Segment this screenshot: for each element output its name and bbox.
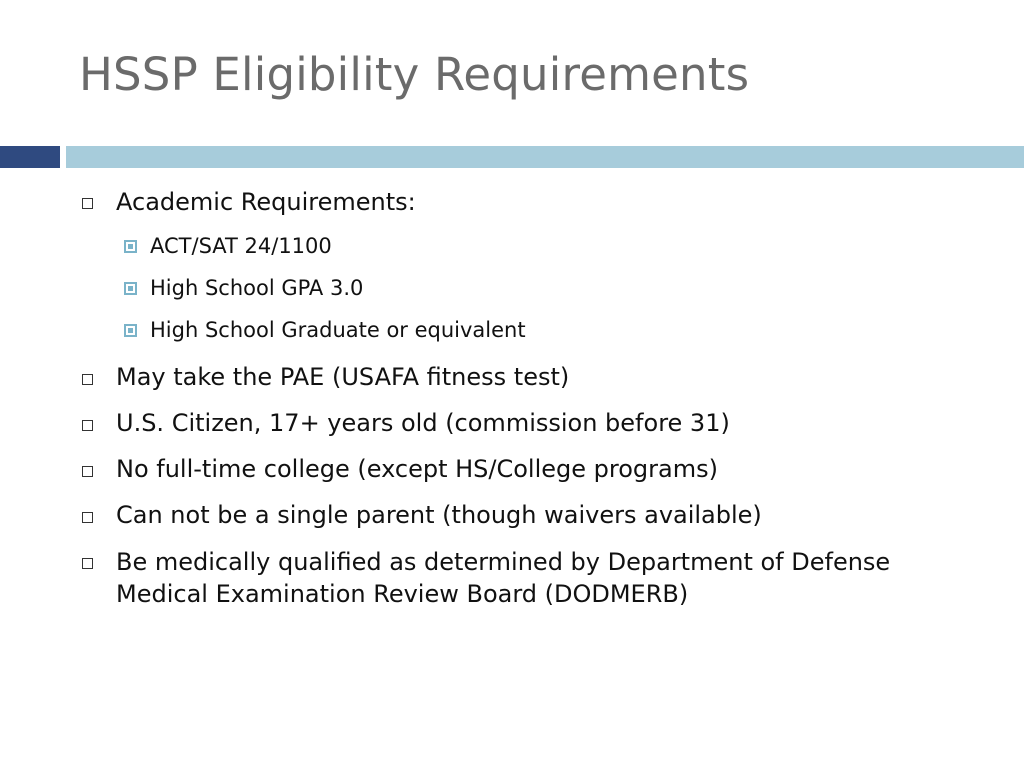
square-bullet-icon xyxy=(82,466,93,477)
sub-list-item: High School Graduate or equivalent xyxy=(150,318,526,342)
list-item: Academic Requirements: xyxy=(116,188,416,216)
sub-bullet-icon xyxy=(124,282,137,295)
sub-bullet-icon xyxy=(124,324,137,337)
list-item: No full-time college (except HS/College programs) xyxy=(116,455,718,483)
title-accent-bar-dark xyxy=(0,146,60,168)
list-item: Be medically qualified as determined by Department of Defense Medical Examination Review Board (DODMERB) xyxy=(116,548,891,608)
list-item: Can not be a single parent (though waivers available) xyxy=(116,501,762,529)
square-bullet-icon xyxy=(82,512,93,523)
list-item: May take the PAE (USAFA fitness test) xyxy=(116,363,570,391)
sub-list-item: ACT/SAT 24/1100 xyxy=(150,234,332,258)
sub-list-item: High School GPA 3.0 xyxy=(150,276,364,300)
square-bullet-icon xyxy=(82,198,93,209)
slide-title: HSSP Eligibility Requirements xyxy=(79,48,750,101)
square-bullet-icon xyxy=(82,558,93,569)
square-bullet-icon xyxy=(82,374,93,385)
title-accent-bar-light xyxy=(66,146,1024,168)
list-item: U.S. Citizen, 17+ years old (commission before 31) xyxy=(116,409,730,437)
sub-bullet-icon xyxy=(124,240,137,253)
square-bullet-icon xyxy=(82,420,93,431)
